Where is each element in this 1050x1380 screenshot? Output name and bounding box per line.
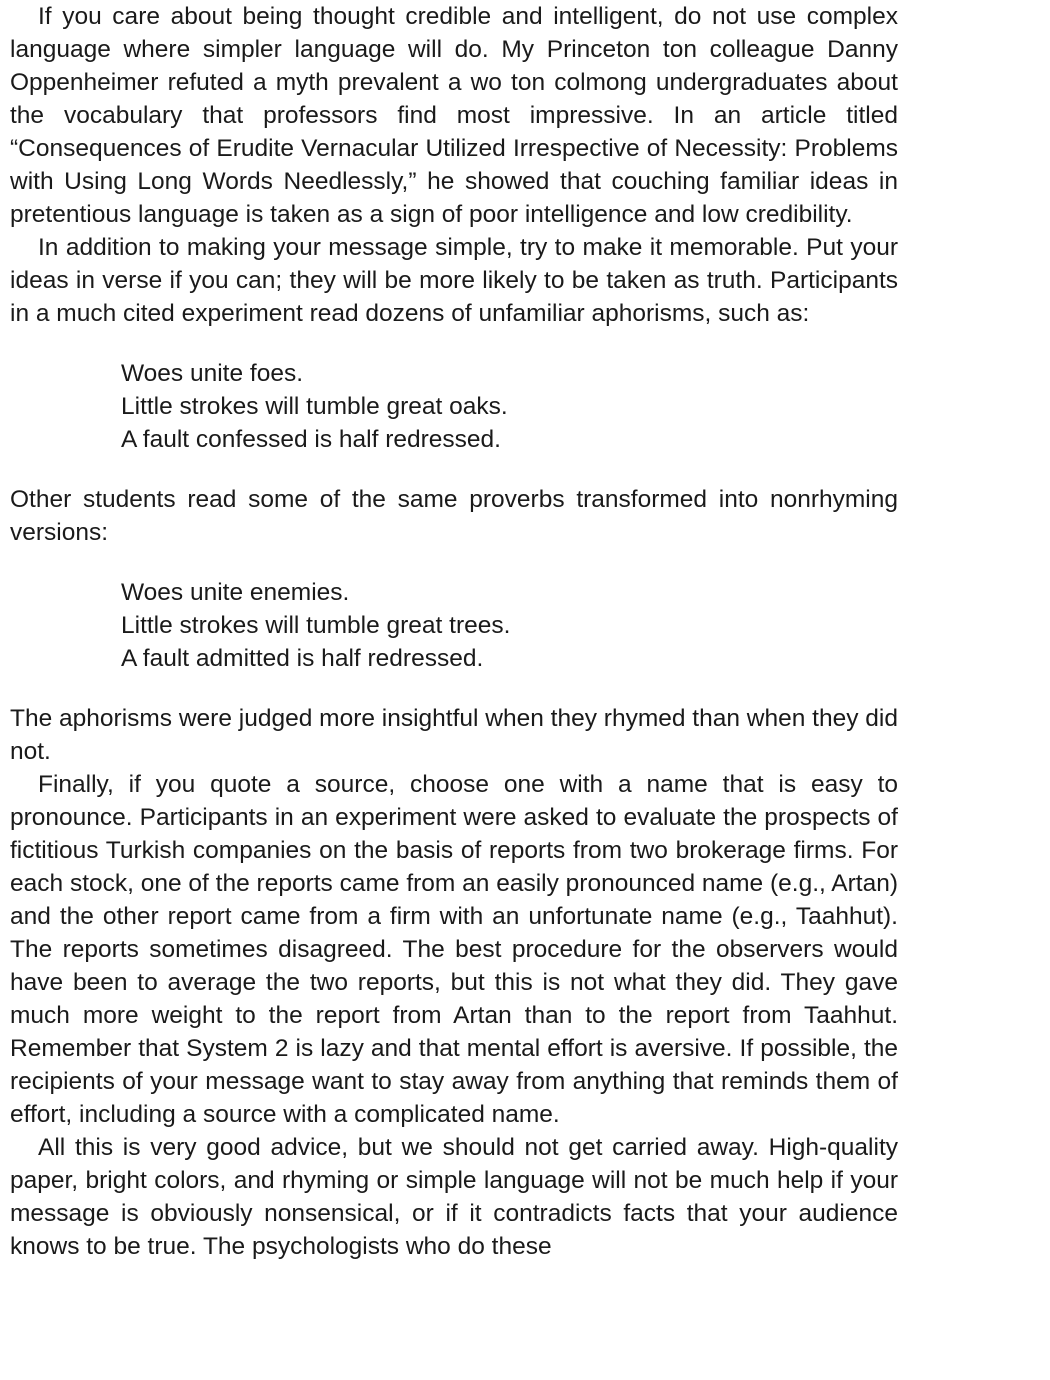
paragraph-aphorisms-judged: The aphorisms were judged more insightful when they rhymed than when they did not. bbox=[10, 705, 898, 765]
paragraph-source-name: Finally, if you quote a source, choose one with a name that is easy to pronounce. Participants in an experiment were asked to evaluate the prospects of fictitious Turkish companies on the basis of reports from two brokerage firms. For each stock, one of the reports came from an easily pronounced name (e.g., Artan) and the other report came from a firm with an unfortunate name (e.g., Taahhut). The reports sometimes disagreed. The best procedure for the observers would have been to average the two reports, but this is not what they did. They gave much more weight to the report from Artan than to the report from Taahhut. Remember that System 2 is lazy and that mental effort is aversive. If possible, the recipients of your message want to stay away from anything that reminds them of effort, including a source with a complicated name. bbox=[10, 771, 898, 1128]
verse-line: Little strokes will tumble great trees. bbox=[121, 612, 511, 639]
document-page bbox=[10, 0, 898, 1263]
paragraph-credibility: If you care about being thought credible and intelligent, do not use complex language where simpler language will do. My Princeton ton colleague Danny Oppenheimer refuted a myth prevalent a wo ton colmong undergraduates about the vocabulary that professors find most impressive. In an article titled “Consequences of Erudite Vernacular Utilized Irrespective of Necessity: Problems with Using Long Words Needlessly,” he showed that couching familiar ideas in pretentious language is taken as a sign of poor intelligence and low credibility. bbox=[10, 3, 898, 228]
verse-line: Little strokes will tumble great oaks. bbox=[121, 393, 508, 420]
verse-line: A fault confessed is half redressed. bbox=[121, 426, 501, 453]
paragraph-memorable: In addition to making your message simple, try to make it memorable. Put your ideas in verse if you can; they will be more likely to be taken as truth. Participants in a much cited experiment read dozens of unfamiliar aphorisms, such as: bbox=[10, 234, 898, 327]
verse-line: Woes unite foes. bbox=[121, 360, 304, 387]
verse-line: A fault admitted is half redressed. bbox=[121, 645, 484, 672]
verse-line: Woes unite enemies. bbox=[121, 579, 350, 606]
paragraph-advice: All this is very good advice, but we should not get carried away. High-quality paper, bright colors, and rhyming or simple language will not be much help if your message is obviously nonsensical, or if it contradicts facts that your audience knows to be true. The psychologists who do these bbox=[10, 1134, 898, 1260]
rhyming-aphorisms bbox=[10, 357, 898, 456]
paragraph-other-students: Other students read some of the same proverbs transformed into nonrhyming versions: bbox=[10, 486, 898, 546]
nonrhyming-aphorisms bbox=[10, 576, 898, 675]
